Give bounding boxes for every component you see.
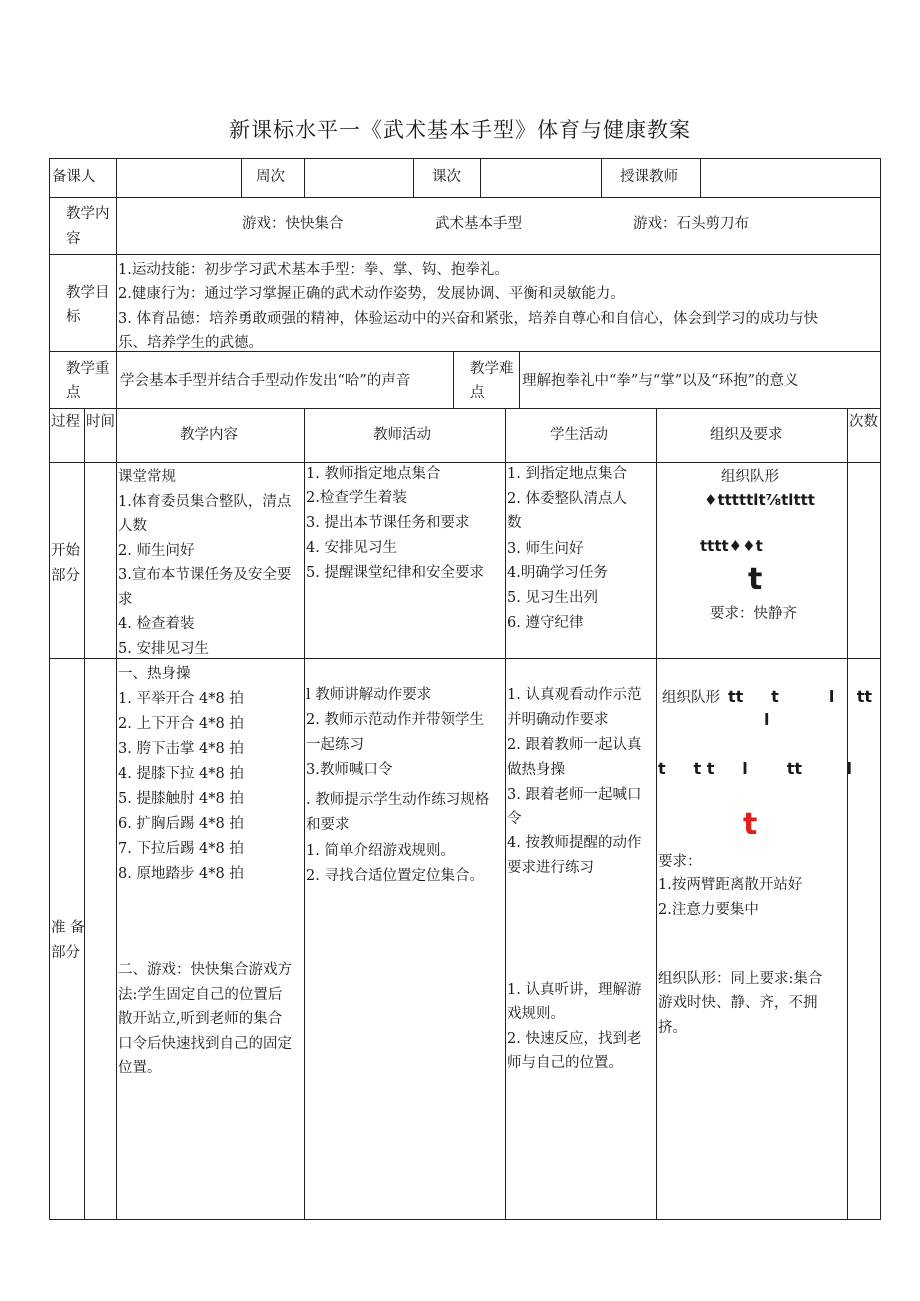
prep-teacher-position: t [743, 807, 758, 842]
content-item-game1: 游戏：快快集合 [242, 216, 344, 232]
list-item: 2. 体委整队清点人 [507, 491, 627, 507]
difficulty-label-2: 点 [470, 385, 485, 401]
list-item: 6. 遵守纪律 [507, 615, 584, 631]
list-item: 5. 见习生出列 [507, 590, 598, 606]
list-item: 3. 胯下击掌 4*8 拍 [118, 741, 244, 757]
prep-org-requirement-2: 2.注意力要集中 [658, 902, 759, 918]
col-time: 时间 [86, 414, 115, 430]
list-item: 1. 平举开合 4*8 拍 [118, 691, 244, 707]
prep-formation-row: tt t l tt [728, 687, 872, 706]
list-item: 法:学生固定自己的位置后 [118, 987, 283, 1003]
preparer-label: 备课人 [52, 169, 96, 185]
list-item: 4. 按教师提醒的动作 [507, 835, 642, 851]
week-label: 周次 [256, 169, 285, 185]
key-point-label-2: 点 [66, 385, 81, 401]
list-item: 5. 提醒课堂纪律和安全要求 [306, 565, 484, 581]
list-item: 3. 提出本节课任务和要求 [306, 515, 470, 531]
list-item: 令 [507, 811, 522, 827]
list-item: 数 [507, 515, 522, 531]
list-item: . 教师提示学生动作练习规格 [306, 792, 490, 808]
objective-2: 2.健康行为：通过学习掌握正确的武术动作姿势，发展协调、平衡和灵敏能力。 [118, 286, 625, 302]
list-item: 2. 上下开合 4*8 拍 [118, 716, 244, 732]
teacher-label: 授课教师 [620, 169, 678, 185]
list-item: 3. 师生问好 [507, 541, 584, 557]
list-item: 位置。 [118, 1060, 162, 1076]
page-title: 新课标水平一《武术基本手型》体育与健康教案 [229, 118, 691, 142]
list-item: 一起练习 [306, 737, 364, 753]
list-item: 和要求 [306, 817, 350, 833]
list-item: 5. 提膝触肘 4*8 拍 [118, 791, 244, 807]
prep-formation-row-b: l [764, 710, 770, 729]
prep-section-label-2: 部分 [51, 945, 80, 961]
list-item: 2.检查学生着装 [306, 490, 407, 506]
list-item: l 教师讲解动作要求 [306, 687, 432, 703]
list-item: 1. 到指定地点集合 [507, 466, 627, 482]
col-teacher: 教师活动 [373, 427, 431, 443]
lesson-number-label: 课次 [432, 169, 461, 185]
content-label-2: 容 [66, 231, 81, 247]
objective-1: 1.运动技能：初步学习武术基本手型：拳、掌、钩、抱拳礼。 [118, 262, 509, 278]
list-item: 4. 检查着装 [118, 616, 195, 632]
list-item: 2. 师生问好 [118, 543, 195, 559]
list-item: 5. 安排见习生 [118, 641, 209, 657]
list-item: 6. 扩胸后踢 4*8 拍 [118, 816, 244, 832]
prep-section-label: 准 备 [51, 920, 85, 936]
list-item: 并明确动作要求 [507, 712, 609, 728]
list-item: 求 [118, 592, 133, 608]
start-teacher-position: t [748, 562, 763, 597]
col-process: 过程 [51, 414, 80, 430]
list-item: 游戏时快、静、齐，不拥 [658, 995, 818, 1011]
list-item: 1.体育委员集合整队，清点 [118, 494, 292, 510]
key-point-text: 学会基本手型并结合手型动作发出“哈”的声音 [120, 373, 411, 389]
objective-3: 3. 体育品德：培养勇敢顽强的精神，体验运动中的兴奋和紧张，培养自尊心和自信心，体会到学习的成功与快 [118, 311, 818, 327]
list-item: 人数 [118, 518, 147, 534]
list-item: 做热身操 [507, 762, 565, 778]
start-section-label-2: 部分 [51, 568, 80, 584]
list-item: 要求进行练习 [507, 860, 594, 876]
list-item: 1. 教师指定地点集合 [306, 466, 441, 482]
objectives-label-2: 标 [66, 309, 81, 325]
list-item: 4. 提膝下拉 4*8 拍 [118, 766, 244, 782]
content-label: 教学内 [66, 206, 110, 222]
prep-formation-row-2: t t t l tt l [658, 759, 853, 778]
start-org-requirement: 要求：快静齐 [710, 606, 797, 622]
list-item: 戏规则。 [507, 1006, 565, 1022]
list-item: 7. 下拉后踢 4*8 拍 [118, 841, 244, 857]
list-item: 一、热身操 [118, 666, 191, 682]
list-item: 1. 简单介绍游戏规则。 [306, 843, 455, 859]
list-item: 2. 跟着教师一起认真 [507, 737, 642, 753]
objectives-label: 教学目 [66, 285, 110, 301]
list-item: 散开站立,听到老师的集合 [118, 1011, 283, 1027]
col-count: 次数 [849, 414, 878, 430]
content-item-game2: 游戏：石头剪刀布 [633, 216, 749, 232]
start-formation-row: ♦tttttlt⅞tlttt [704, 491, 815, 509]
start-section-label: 开始 [51, 543, 80, 559]
list-item: 2. 快速反应，找到老 [507, 1031, 642, 1047]
col-content: 教学内容 [180, 427, 238, 443]
objective-3-cont: 乐、培养学生的武德。 [118, 335, 263, 351]
col-org: 组织及要求 [710, 427, 783, 443]
prep-org-requirement-title: 要求： [658, 854, 702, 870]
key-point-label: 教学重 [66, 361, 110, 377]
list-item: 3.宣布本节课任务及安全要 [118, 567, 292, 583]
list-item: 二、游戏：快快集合游戏方 [118, 962, 292, 978]
list-item: 口令后快速找到自己的固定 [118, 1036, 292, 1052]
col-student: 学生活动 [550, 427, 608, 443]
list-item: 4.明确学习任务 [507, 565, 608, 581]
list-item: 1. 认真观看动作示范 [507, 687, 642, 703]
prep-org-requirement-1: 1.按两臂距离散开站好 [658, 877, 803, 893]
difficulty-label: 教学难 [470, 361, 514, 377]
list-item: 3.教师喊口令 [306, 762, 393, 778]
list-item: 1. 认真听讲，理解游 [507, 982, 642, 998]
list-item: 挤。 [658, 1020, 687, 1036]
list-item: 4. 安排见习生 [306, 540, 397, 556]
prep-org-title: 组织队形 [662, 690, 720, 706]
content-item-wushu: 武术基本手型 [435, 216, 522, 232]
list-item: 3. 跟着老师一起喊口 [507, 787, 642, 803]
list-item: 8. 原地踏步 4*8 拍 [118, 866, 244, 882]
difficulty-text: 理解抱拳礼中“拳”与“掌”以及“环抱”的意义 [522, 373, 799, 389]
start-org-title: 组织队形 [721, 469, 779, 485]
list-item: 2. 教师示范动作并带领学生 [306, 712, 484, 728]
list-item: 2. 寻找合适位置定位集合。 [306, 868, 484, 884]
list-item: 师与自己的位置。 [507, 1055, 623, 1071]
start-formation-row-2: tttt♦♦t [700, 537, 763, 555]
list-item: 组织队形：同上要求:集合 [658, 971, 823, 987]
list-item: 课堂常规 [118, 469, 176, 485]
